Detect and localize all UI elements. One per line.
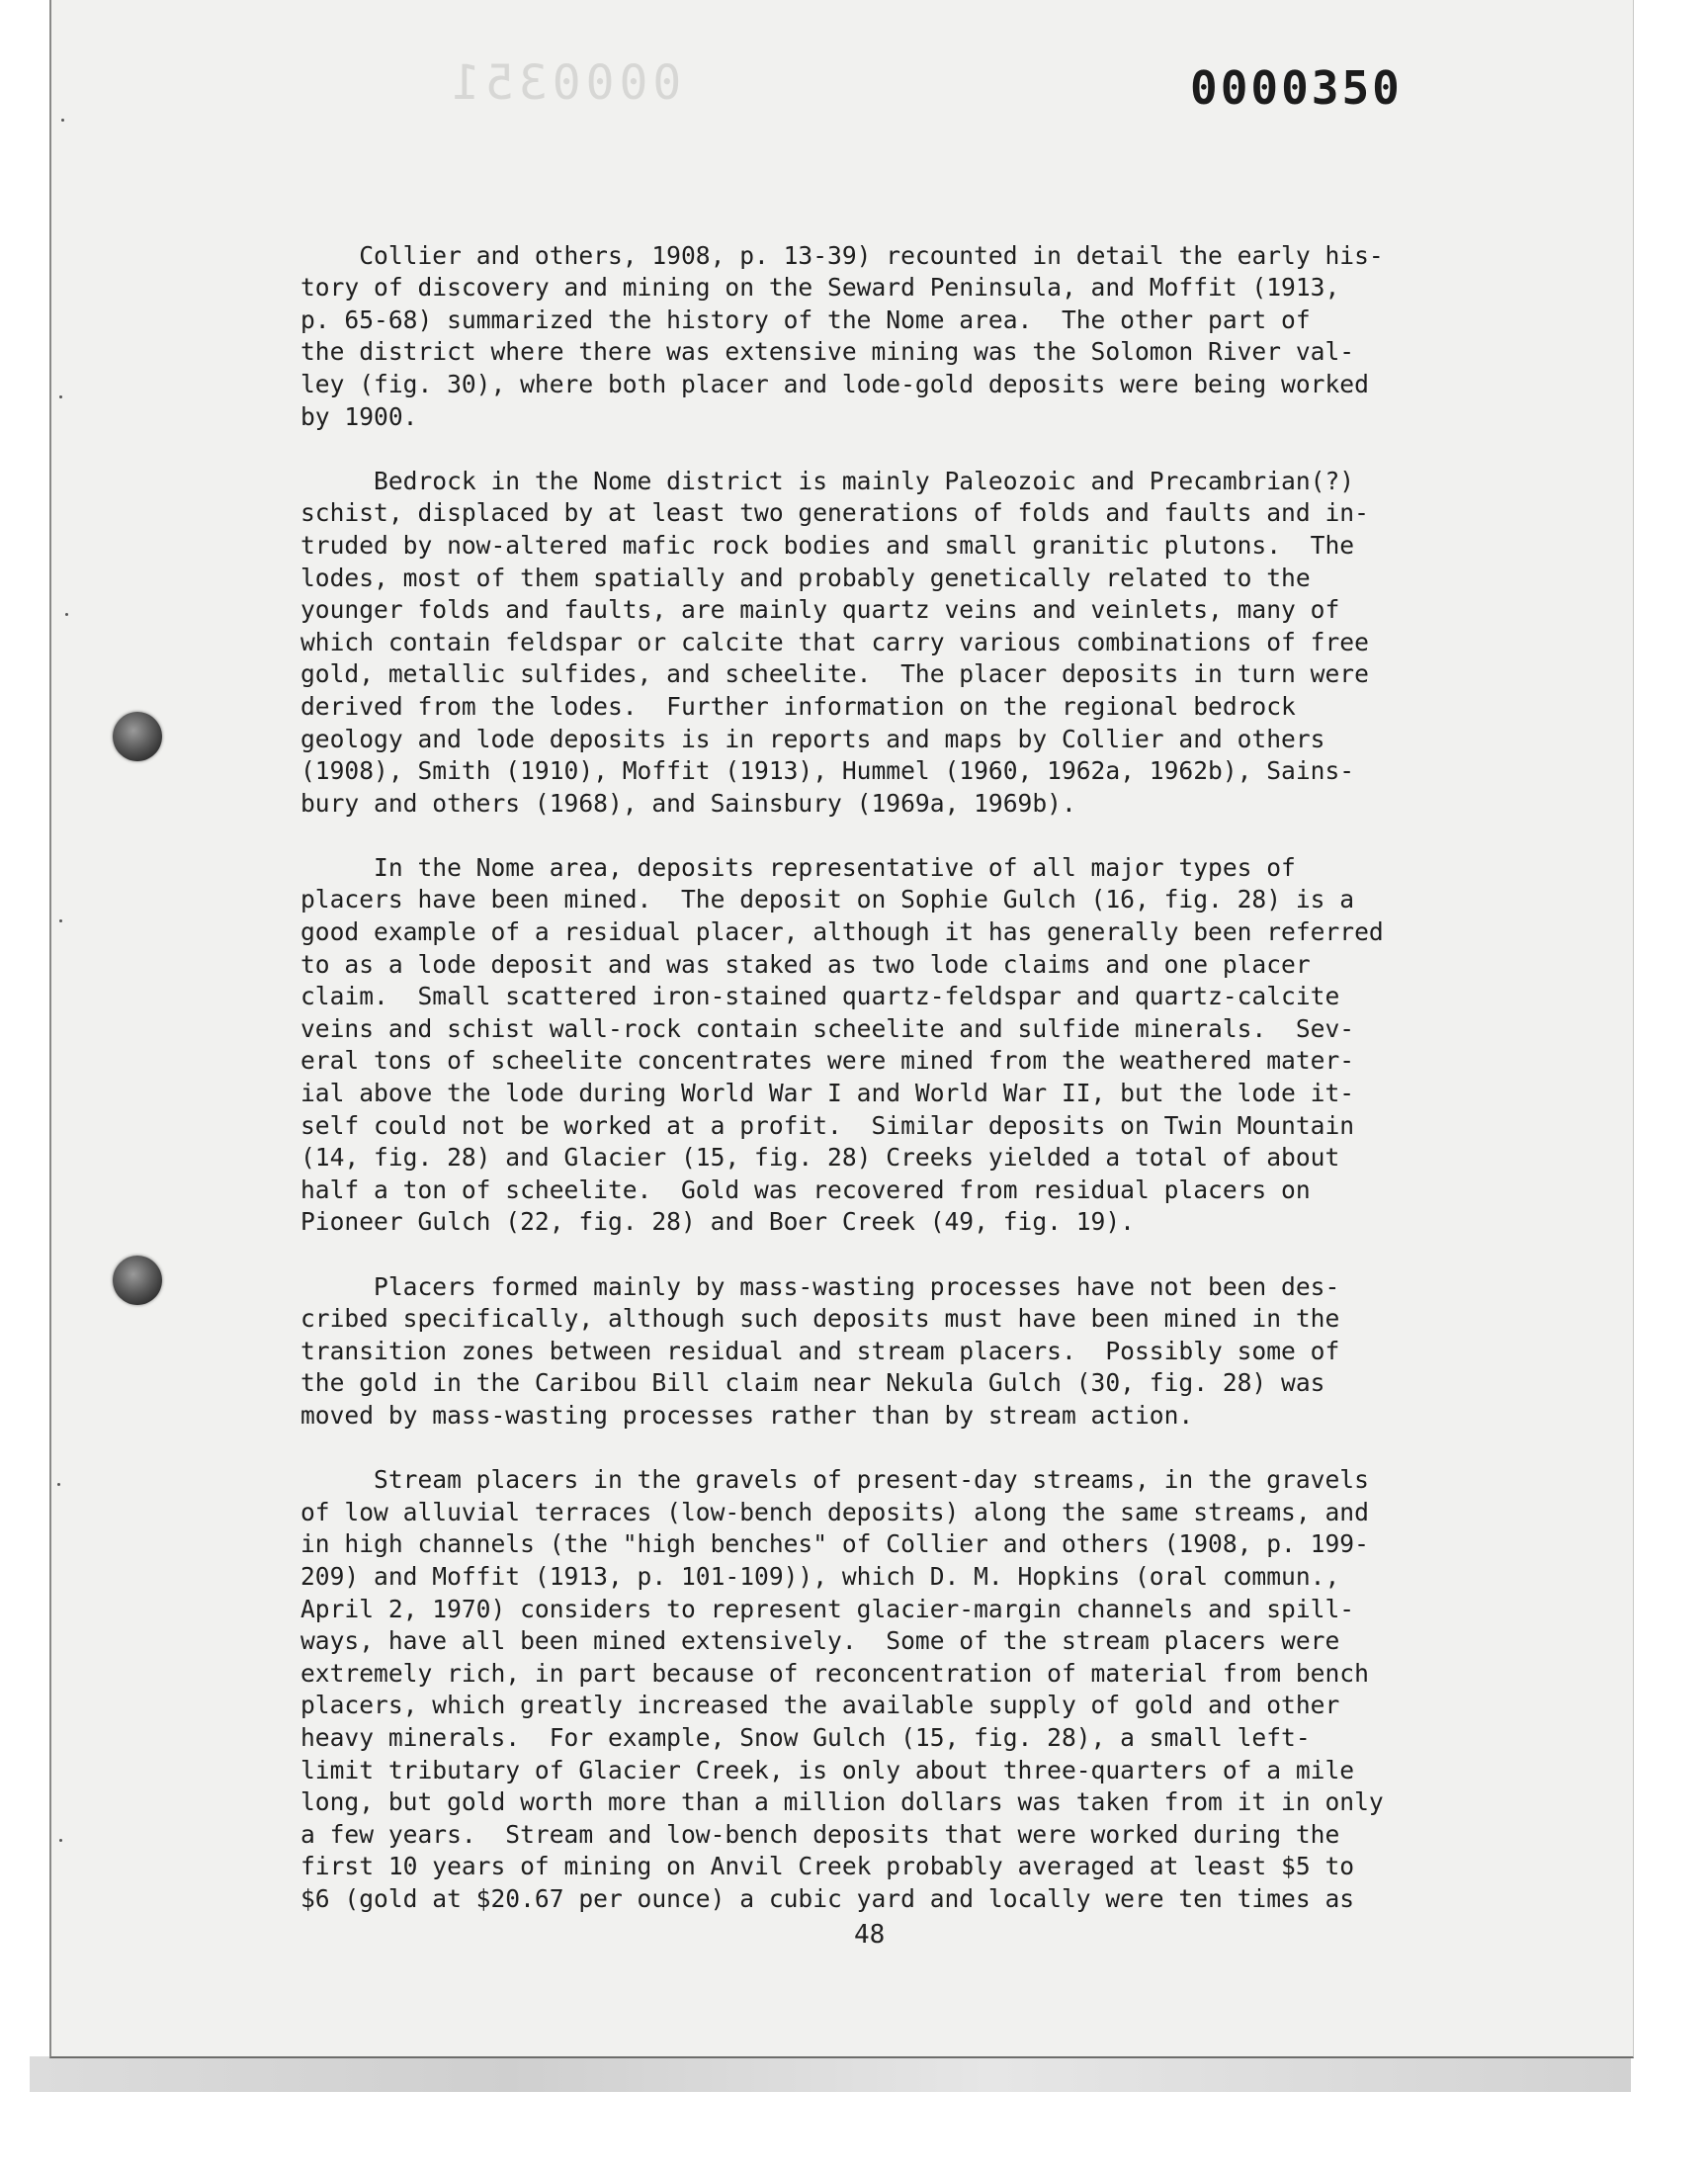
- text-line: (14, fig. 28) and Glacier (15, fig. 28) Creeks yielded a total of about: [300, 1143, 1340, 1173]
- text-line: Collier and others, 1908, p. 13-39) recounted in detail the early his-: [359, 240, 1384, 270]
- text-line: Pioneer Gulch (22, fig. 28) and Boer Creek (49, fig. 19).: [300, 1207, 1135, 1237]
- text-line: half a ton of scheelite. Gold was recovered from residual placers on: [300, 1174, 1311, 1204]
- punch-hole-bottom: [113, 1256, 162, 1305]
- text-line: Bedrock in the Nome district is mainly Paleozoic and Precambrian(?): [300, 466, 1355, 495]
- text-line: self could not be worked at a profit. Similar deposits on Twin Mountain: [300, 1110, 1355, 1140]
- margin-speck: [61, 119, 64, 122]
- text-line: limit tributary of Glacier Creek, is only about three-quarters of a mile: [300, 1755, 1355, 1784]
- paragraph-history: [300, 208, 1526, 433]
- text-line: Placers formed mainly by mass-wasting processes have not been des-: [300, 1271, 1340, 1301]
- punch-hole-top: [113, 712, 162, 761]
- document-stamp-number: 0000350: [1190, 61, 1403, 115]
- text-line: ways, have all been mined extensively. Some of the stream placers were: [300, 1626, 1340, 1656]
- text-line: veins and schist wall-rock contain scheelite and sulfide minerals. Sev-: [300, 1013, 1355, 1043]
- page-number: 48: [854, 1920, 886, 1950]
- text-line: of low alluvial terraces (low-bench deposits) along the same streams, and: [300, 1497, 1369, 1526]
- text-line: cribed specifically, although such deposits must have been mined in the: [300, 1304, 1340, 1334]
- text-line: first 10 years of mining on Anvil Creek probably averaged at least $5 to: [300, 1852, 1355, 1881]
- text-line: (1908), Smith (1910), Moffit (1913), Hummel (1960, 1962a, 1962b), Sains-: [300, 756, 1355, 786]
- text-line: the district where there was extensive mining was the Solomon River val-: [300, 337, 1355, 367]
- text-line: 209) and Moffit (1913, p. 101-109)), which D. M. Hopkins (oral commun.,: [300, 1561, 1340, 1591]
- text-line: In the Nome area, deposits representative of all major types of: [300, 852, 1296, 882]
- text-line: tory of discovery and mining on the Seward Peninsula, and Moffit (1913,: [300, 273, 1340, 303]
- text-line: in high channels (the "high benches" of Collier and others (1908, p. 199-: [300, 1529, 1369, 1559]
- text-line: Stream placers in the gravels of present-day streams, in the gravels: [300, 1465, 1369, 1495]
- text-line: schist, displaced by at least two generations of folds and faults and in-: [300, 498, 1369, 528]
- text-line: $6 (gold at $20.67 per ounce) a cubic yard and locally were ten times as: [300, 1883, 1355, 1913]
- margin-speck: [59, 1839, 62, 1842]
- text-line: heavy minerals. For example, Snow Gulch (15, fig. 28), a small left-: [300, 1722, 1311, 1752]
- text-line: good example of a residual placer, although it has generally been referred: [300, 917, 1384, 947]
- text-line: the gold in the Caribou Bill claim near Nekula Gulch (30, fig. 28) was: [300, 1368, 1325, 1398]
- bleed-through-number: 0000351: [447, 55, 682, 111]
- text-line: lodes, most of them spatially and probably genetically related to the: [300, 563, 1311, 592]
- text-line: truded by now-altered mafic rock bodies and small granitic plutons. The: [300, 530, 1355, 560]
- text-line: ial above the lode during World War I and World War II, but the lode it-: [300, 1079, 1355, 1108]
- text-line: moved by mass-wasting processes rather than by stream action.: [300, 1400, 1194, 1430]
- text-line: extremely rich, in part because of reconcentration of material from bench: [300, 1658, 1369, 1688]
- text-line: long, but gold worth more than a million dollars was taken from it in only: [300, 1787, 1384, 1817]
- margin-speck: [65, 613, 68, 616]
- scan-bottom-edge: [30, 2056, 1631, 2092]
- margin-speck: [59, 395, 62, 398]
- text-line: transition zones between residual and stream placers. Possibly some of: [300, 1336, 1340, 1365]
- margin-speck: [57, 1483, 60, 1486]
- text-line: claim. Small scattered iron-stained quartz-feldspar and quartz-calcite: [300, 982, 1340, 1011]
- paragraph-mass-wasting: [300, 1271, 1526, 1433]
- text-line: ley (fig. 30), where both placer and lode-gold deposits were being worked: [300, 369, 1369, 398]
- text-line: which contain feldspar or calcite that carry various combinations of free: [300, 627, 1369, 656]
- text-line: eral tons of scheelite concentrates were mined from the weathered mater-: [300, 1046, 1355, 1076]
- text-line: younger folds and faults, are mainly quartz veins and veinlets, many of: [300, 595, 1340, 625]
- text-line: gold, metallic sulfides, and scheelite. The placer deposits in turn were: [300, 659, 1369, 689]
- body-text: [300, 208, 1526, 1948]
- paragraph-bedrock: [300, 466, 1526, 821]
- text-line: derived from the lodes. Further information on the regional bedrock: [300, 691, 1296, 721]
- text-line: a few years. Stream and low-bench deposits that were worked during the: [300, 1819, 1340, 1849]
- paragraph-nome-placers: [300, 852, 1526, 1239]
- text-line: p. 65-68) summarized the history of the Nome area. The other part of: [300, 304, 1311, 334]
- text-line: by 1900.: [300, 401, 418, 431]
- text-line: placers, which greatly increased the available supply of gold and other: [300, 1691, 1340, 1720]
- text-line: to as a lode deposit and was staked as two lode claims and one placer: [300, 949, 1311, 979]
- paragraph-stream-placers: [300, 1464, 1526, 1915]
- text-line: April 2, 1970) considers to represent glacier-margin channels and spill-: [300, 1594, 1355, 1623]
- margin-speck: [59, 919, 62, 922]
- text-line: placers have been mined. The deposit on Sophie Gulch (16, fig. 28) is a: [300, 885, 1355, 914]
- text-line: geology and lode deposits is in reports and maps by Collier and others: [300, 724, 1325, 753]
- text-line: bury and others (1968), and Sainsbury (1969a, 1969b).: [300, 788, 1076, 818]
